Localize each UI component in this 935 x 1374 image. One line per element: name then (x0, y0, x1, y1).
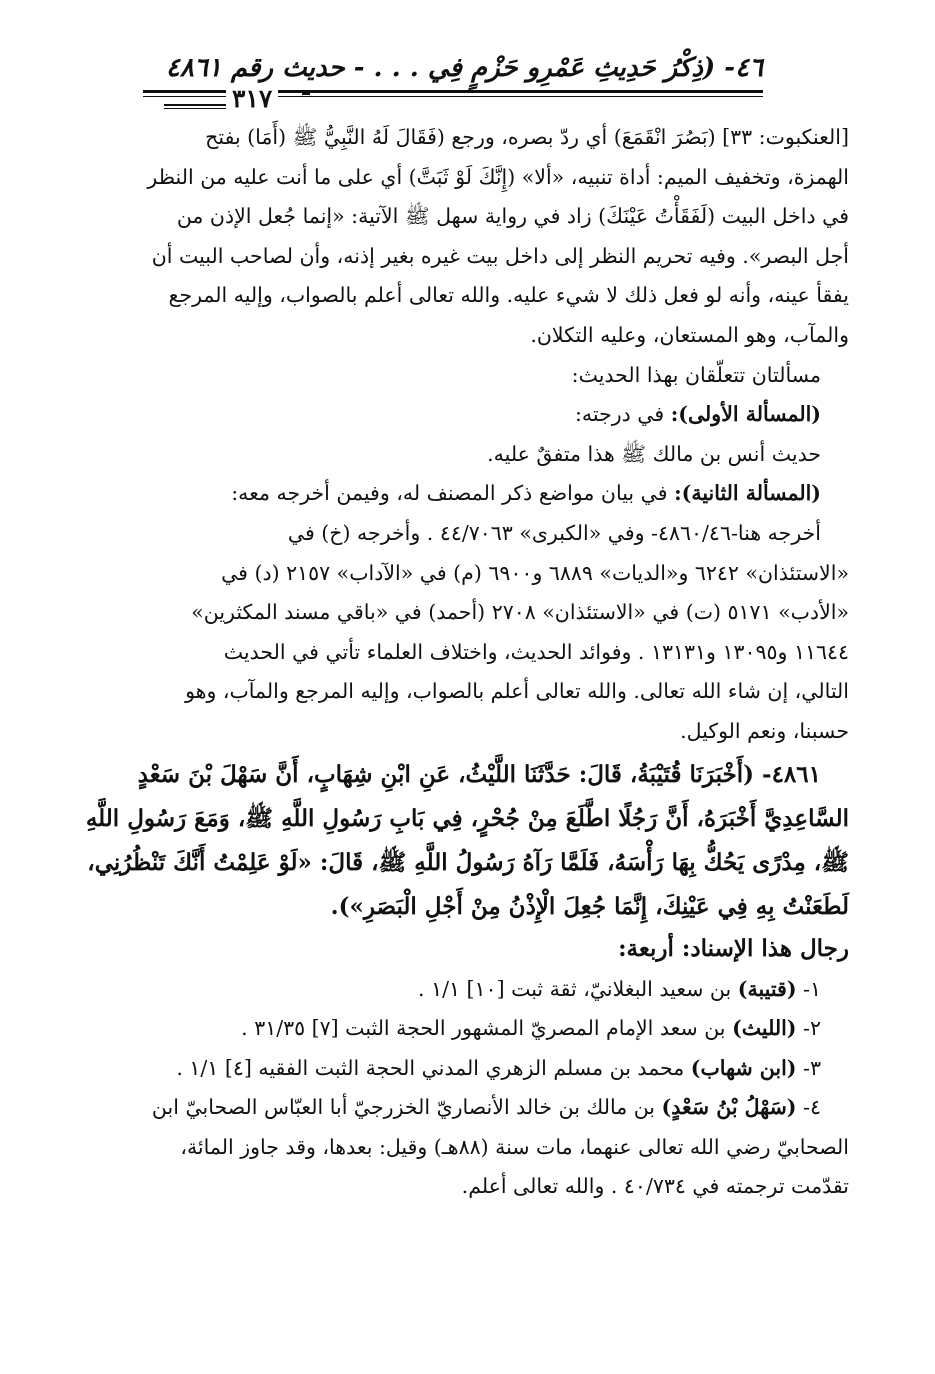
commentary-line: يفقأ عينه، وأنه لو فعل ذلك لا شيء عليه. والله تعالى أعلم بالصواب، وإليه المرجع (168, 283, 849, 308)
issue-one-heading (78, 395, 849, 435)
issue-one-label: (المسألة الأولى): (670, 402, 821, 427)
narrator-number: ١- (803, 976, 821, 1001)
narrator-item (78, 1009, 849, 1049)
chapter-title: ٤٦- (ذِكْرُ حَدِيثِ عَمْرِو حَزْمٍ فِي . . . - حديث رقم ٤٨٦١ (165, 53, 763, 83)
narrator-name: (ابن شهاب) (690, 1055, 797, 1080)
narrator-item (78, 970, 849, 1010)
takhrij-line: ١١٦٤٤ و١٣٠٩٥ و١٣١٣١ . وفوائد الحديث، واختلاف العلماء تأتي في الحديث (223, 639, 849, 664)
narrator-text: محمد بن مسلم الزهري المدني الحجة الثبت الفقيه [٤] ١/١ . (176, 1055, 685, 1080)
takhrij-line: حسبنا، ونعم الوكيل. (680, 718, 849, 743)
narrator-item-continuation: الصحابيّ رضي الله تعالى عنهما، مات سنة (٨٨هـ) وقيل: بعدها، وقد جاوز المائة، (180, 1134, 849, 1159)
narrator-text: بن سعيد البغلانيّ، ثقة ثبت [١٠] ١/١ . (418, 976, 732, 1001)
takhrij-line: «الأدب» ٥١٧١ (ت) في «الاستئذان» ٢٧٠٨ (أحمد) في «باقي مسند المكثرين» (191, 600, 849, 625)
narrator-item-continuation: تقدّمت ترجمته في ٤٠/٧٣٤ . والله تعالى أعلم. (461, 1174, 849, 1199)
narrator-number: ٢- (803, 1016, 821, 1041)
page-body (78, 118, 849, 1207)
commentary-line: والمآب، وهو المستعان، وعليه التكلان. (530, 322, 849, 347)
takhrij-line: أخرجه هنا-٤٨٦٠/٤٦- وفي «الكبرى» ٤٤/٧٠٦٣ . وأخرجه (خ) في (287, 520, 821, 545)
narrator-number: ٣- (803, 1055, 821, 1080)
commentary-line: [العنكبوت: ٣٣] (بَصُرَ انْقَمَعَ) أي ردّ بصره، ورجع (فَقَالَ لَهُ النَّبِيُّ ﷺ (أَمَا) بفتح (205, 125, 849, 149)
narrator-text: بن سعد الإمام المصريّ المشهور الحجة الثبت [٧] ٣١/٣٥ . (241, 1016, 726, 1041)
issue-two-heading (78, 474, 849, 514)
hadith-text-line: ٤٨٦١- (أَخْبَرَنَا قُتَيْبَةُ، قَالَ: حَدَّثَنَا اللَّيْثُ، عَنِ ابْنِ شِهَابٍ، أَنَّ سَهْلَ بْنَ سَعْدٍ (137, 760, 821, 788)
issue-two-label: (المسألة الثانية): (674, 481, 821, 506)
page-header (78, 0, 849, 118)
page-number-rule-right (302, 93, 310, 95)
page-number: ٣١٧ (226, 84, 278, 114)
commentary-line: أجل البصر». وفيه تحريم النظر إلى داخل بيت غيره بغير إذنه، وأن لصاحب البيت أن (151, 243, 849, 268)
narrator-name: (الليث) (732, 1016, 797, 1041)
takhrij-line: «الاستئذان» ٦٢٤٢ و«الديات» ٦٨٨٩ و٦٩٠٠ (م) في «الآداب» ٢١٥٧ (د) في (221, 560, 849, 585)
issue-one-body: حديث أنس بن مالك ﷺ هذا متفقٌ عليه. (487, 441, 821, 466)
hadith-text-line: السَّاعِدِيَّ أَخْبَرَهُ، أَنَّ رَجُلًا اطَّلَعَ مِنْ جُحْرٍ، فِي بَابِ رَسُولِ اللَّهِ ﷺ، وَمَعَ رَسُولِ اللَّهِ (85, 804, 849, 832)
takhrij-line: التالي، إن شاء الله تعالى. والله تعالى أعلم بالصواب، وإليه المرجع والمآب، وهو (185, 679, 849, 704)
issue-two-text: في بيان مواضع ذكر المصنف له، وفيمن أخرجه معه: (231, 481, 668, 506)
narrator-item (78, 1088, 849, 1128)
narrator-item (78, 1049, 849, 1089)
narrator-text: بن مالك بن خالد الأنصاريّ الخزرجيّ أبا العبّاس الصحابيّ ابن (151, 1095, 656, 1120)
narrator-name: (قتيبة) (737, 976, 797, 1001)
page-number-rule (164, 104, 228, 109)
commentary-line: الهمزة، وتخفيف الميم: أداة تنبيه، «ألا» (إِنَّكَ لَوْ ثَبَتَّ) أي على ما أنت عليه من النظر (147, 164, 849, 189)
narrator-name: (سَهْلُ بْنُ سَعْدٍ) (661, 1095, 797, 1120)
narrators-heading: رجال هذا الإسناد: أربعة: (618, 934, 849, 962)
hadith-text-line: لَطَعَنْتُ بِهِ فِي عَيْنِكَ، إِنَّمَا جُعِلَ الْإِذْنُ مِنْ أَجْلِ الْبَصَرِ»). (330, 892, 849, 920)
narrator-number: ٤- (803, 1095, 821, 1120)
issue-one-text: في درجته: (574, 402, 665, 427)
issues-intro: مسألتان تتعلّقان بهذا الحديث: (571, 362, 821, 387)
hadith-text-line: ﷺ، مِدْرًى يَحُكُّ بِهَا رَأْسَهُ، فَلَمَّا رَآهُ رَسُولُ اللَّهِ ﷺ، قَالَ: «لَوْ عَلِمْتُ أَنَّكَ تَنْظُرُنِي، (87, 848, 849, 876)
commentary-line: في داخل البيت (لَفَقَأْتُ عَيْنَكَ) زاد في رواية سهل ﷺ الآتية: «إنما جُعل الإذن من (176, 204, 849, 229)
